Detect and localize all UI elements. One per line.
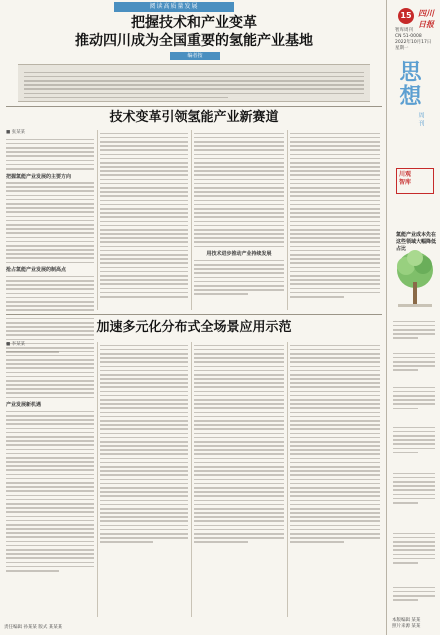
section1-subhead-4: 用技术进步推动产业持续发展 — [206, 251, 272, 258]
section1-col-divider-2 — [191, 130, 192, 310]
section-banner: 阅读高质量发展 — [114, 2, 234, 12]
side-caption: 氢能产业成本先在这些领域大幅降低占比 — [396, 232, 437, 252]
masthead-meta-3: 2022年10月17日 — [395, 40, 432, 45]
masthead-meta-4: 星期一 — [395, 46, 409, 51]
section1-subhead-2: 抢占氢能产业发展的制高点 — [6, 267, 67, 274]
zhiku-line-1: 川观 — [399, 171, 412, 178]
side-text-block-5 — [393, 470, 435, 506]
editor-note-box — [18, 64, 370, 102]
paper-name: 四川日报 — [418, 8, 434, 29]
section-name-zhoukan: 周刊 — [417, 112, 424, 128]
headline-line-1: 把握技术和产业变革 — [131, 15, 257, 31]
masthead-divider — [386, 0, 387, 635]
footer-right-2: 照片来源 某某 — [392, 624, 421, 629]
section2-col-divider-1 — [97, 342, 98, 617]
section1-top-rule — [6, 106, 382, 107]
masthead-meta — [395, 28, 439, 52]
headline-line-2: 推动四川成为全国重要的氢能产业基地 — [75, 33, 313, 49]
section2-title: 加速多元化分布式全场景应用示范 — [96, 320, 292, 335]
side-text-block-3 — [393, 384, 435, 412]
section1-col-divider-3 — [287, 130, 288, 310]
side-text-block-1 — [393, 318, 435, 342]
section2-col-1 — [6, 342, 94, 574]
section2-col-2 — [100, 342, 188, 546]
main-headline — [8, 14, 380, 50]
section2-col-4 — [290, 342, 380, 546]
zhiku-badge — [396, 168, 434, 194]
footer-left: 责任编辑 孙某某 版式 某某某 — [4, 625, 63, 630]
section1-col-3 — [194, 130, 284, 298]
section2-col-divider-3 — [287, 342, 288, 617]
section2-top-rule — [6, 314, 382, 315]
section1-title: 技术变革引领氢能产业新赛道 — [109, 110, 279, 125]
section1-col-divider-1 — [97, 130, 98, 310]
section1-col-2 — [100, 130, 188, 300]
footer-right — [392, 618, 438, 630]
side-text-block-2 — [393, 350, 435, 374]
side-text-block-4 — [393, 424, 435, 456]
editor-note-tag: 编者按 — [170, 52, 220, 60]
section1-col-4 — [290, 130, 380, 300]
section2-col-3 — [194, 342, 284, 546]
side-text-block-6 — [393, 530, 435, 566]
section2-subhead-1: 产业发展新机遇 — [6, 402, 42, 409]
footer-right-1: 本版编辑 某某 — [392, 618, 421, 623]
section2-author: ■ 李某某 — [6, 342, 26, 347]
section-name-sixiang: 思想 — [396, 60, 422, 108]
section2-col-divider-2 — [191, 342, 192, 617]
section1-author: ■ 张某某 — [6, 130, 26, 135]
section1-subhead-1: 把握氢能产业发展的主要方向 — [6, 173, 72, 180]
masthead-meta-2: CN 51-0008 — [395, 34, 422, 39]
page-number-badge: 15 — [398, 8, 414, 24]
side-text-block-7 — [393, 584, 435, 603]
zhiku-line-2: 智库 — [399, 179, 412, 186]
tree-chart-icon — [392, 248, 438, 310]
masthead-meta-1: 智库周刊 — [395, 28, 413, 33]
